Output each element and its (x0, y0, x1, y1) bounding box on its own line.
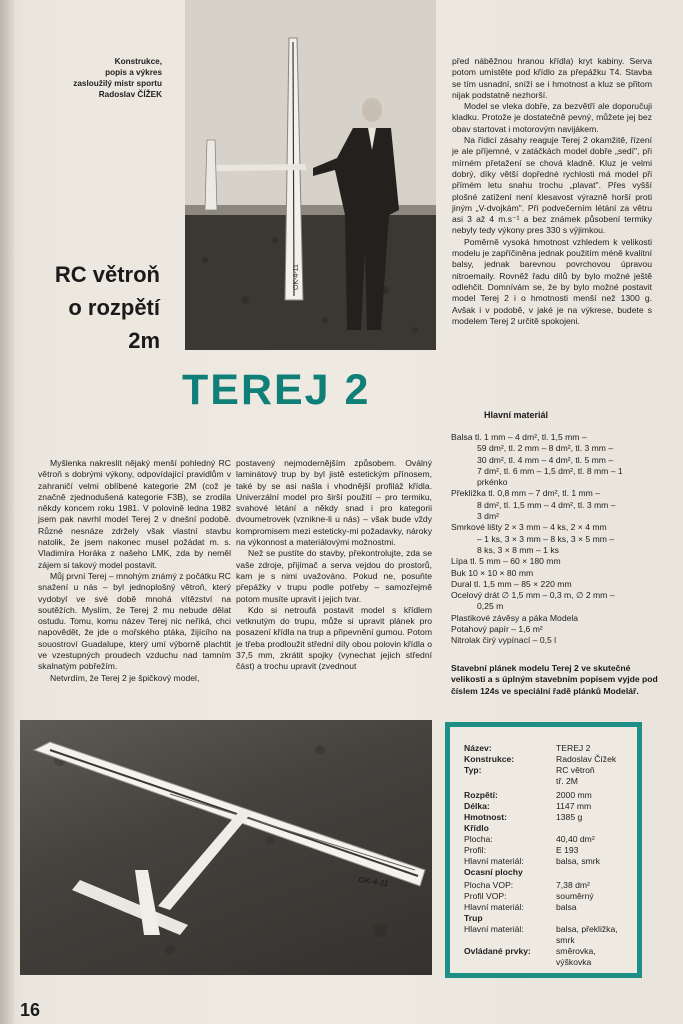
spec-value: RC větroň (556, 765, 595, 775)
paragraph: Na řídicí zásahy reaguje Terej 2 okamžitě, řízení je ale příjemné, v zatáčkách model dobře „sedí", při mírném přetažení se chová kladně. Kluz je velmi dobrý, díky větší dopředné rychlosti má model při přímém letu snahu trochu „plavat". Přes vyšší plošné zatížení není klesavost výrazně horší proti jiným „V-dvojkám". Při podvečerním létání za větru asi 3 až 4 m.s⁻¹ a bez známek působení termiky nebyly tedy výkony pres 330 s výjimkou. (452, 135, 652, 236)
spec-key: Hlavní materiál: (464, 856, 524, 866)
headline-line: o rozpětí (68, 295, 160, 320)
spec-value: balsa, překližka, (556, 924, 618, 934)
spec-row (464, 891, 594, 902)
spec-value: souměrný (556, 891, 594, 901)
headline-line: RC větroň (54, 262, 160, 287)
page-gutter (0, 0, 14, 1024)
materials-line: 0,25 m (477, 601, 504, 612)
materials-line: Buk 10 × 10 × 80 mm (451, 567, 534, 578)
materials-line: Smrkové lišty 2 × 3 mm – 4 ks, 2 × 4 mm (451, 522, 607, 533)
spec-key: Křídlo (464, 823, 489, 833)
credit-line: popis a výkres (105, 68, 162, 77)
spec-row (464, 957, 591, 968)
spec-key: Konstrukce: (464, 754, 515, 764)
spec-key: Název: (464, 743, 492, 753)
paragraph: Než se pustíte do stavby, překontrolujte, zda se vaše zdroje, přijímač a serva vejdou do prostorů, kam je s nimi uvažováno. Pokud ne, posuňte přepážky v trupu podle potřeby – samozřejmě potom musíte upravit i jejich tvar. (236, 548, 432, 604)
text-column-middle (236, 458, 432, 673)
spec-row (464, 856, 600, 867)
paragraph: Netvrdím, že Terej 2 je špičkový model, (50, 672, 200, 683)
spec-value: 1385 g (556, 812, 583, 822)
credit-author: Radoslav ČÍŽEK (98, 90, 162, 99)
specifications-box (445, 722, 642, 978)
spec-key: Profil VOP: (464, 891, 507, 901)
spec-key: Délka: (464, 801, 490, 811)
paragraph: Myšlenka nakreslit nějaký menší pohledný RC větroň s dobrými výkony, odpovídající pravidlům v zahraničí velmi oblíbené kategorie 2M (což je značně zjednodušená kategorie F3B), se zrodila někdy koncem roku 1981. V polovině ledna 1982 jsem pak navrhl model Terej 2 v dnešní podobě. Různé nesnáze zdržely však vlastní stavbu natolik, že jsem nakonec musel požádat m. s. Vladimíra Horáka z našeho LMK, zda by neměl zájem si takový model postavit. (38, 458, 231, 570)
spec-key: Plocha VOP: (464, 880, 514, 890)
photo-illustration (185, 0, 436, 350)
spec-row (464, 845, 578, 856)
spec-key: Typ: (464, 765, 482, 775)
spec-row (464, 946, 596, 957)
materials-line: 3 dm² (477, 511, 499, 522)
paragraph: před náběžnou hranou křídla) kryt kabiny. Serva potom umístěte pod křídlo za přepážku T4. Stavba se tím usnadní, sníží se i hmotnost a kluz se přitom nijak podstatně nezhorší. (452, 56, 652, 100)
spec-row (464, 776, 578, 787)
materials-line: Nitrolak čirý vypínací – 0,5 l (451, 635, 557, 646)
spec-key: Trup (464, 913, 483, 923)
materials-line: prkénko (477, 477, 508, 488)
photo-wing-marking: OK-4-11 (293, 264, 300, 290)
materials-line: Ocelový drát ∅ 1,5 mm – 0,3 m, ∅ 2 mm – (451, 590, 615, 601)
materials-line: Balsa tl. 1 mm – 4 dm², tl. 1,5 mm – (451, 432, 587, 442)
article-title: TEREJ 2 (182, 366, 371, 414)
spec-key: Ovládané prvky: (464, 946, 531, 956)
materials-line: – 1 ks, 3 × 3 mm – 8 ks, 3 × 5 mm – (477, 533, 615, 544)
materials-line: Potahový papír – 1,6 m² (451, 624, 543, 635)
page-number: 16 (20, 1000, 41, 1020)
materials-line: Překližka tl. 0,8 mm – 7 dm², tl. 1 mm – (451, 488, 600, 499)
materials-line: 8 ks, 3 × 8 mm – 1 ks (477, 544, 559, 555)
spec-key: Profil: (464, 845, 486, 855)
spec-row (464, 880, 590, 891)
text-column-right (452, 56, 652, 327)
photo-man-with-glider (185, 0, 436, 350)
credit-line: Konstrukce, (114, 57, 162, 66)
spec-row (464, 765, 595, 776)
spec-row (464, 834, 595, 845)
spec-value: TEREJ 2 (556, 743, 591, 753)
spec-value: 1147 mm (556, 801, 592, 811)
spec-key: Hlavní materiál: (464, 902, 524, 912)
spec-value: E 193 (556, 845, 579, 855)
spec-value: 2000 mm (556, 790, 592, 800)
spec-value: směrovka, (556, 946, 596, 956)
photo-glider-on-ground (20, 720, 432, 975)
spec-value: balsa (556, 902, 577, 912)
spec-value: 7,38 dm² (556, 880, 590, 890)
spec-key: Plocha: (464, 834, 493, 844)
spec-key: Hmotnost: (464, 812, 507, 822)
spec-row (464, 924, 618, 935)
spec-value: 40,40 dm² (556, 834, 595, 844)
photo-wing-marking: OK-4-11 (357, 875, 389, 889)
headline-line: 2m (128, 328, 160, 353)
materials-line: Dural tl. 1,5 mm – 85 × 220 mm (451, 578, 572, 589)
materials-line: 30 dm², tl. 4 mm – 4 dm², tl. 5 mm – (477, 454, 614, 465)
materials-heading: Hlavní materiál (484, 410, 549, 420)
credit-line: zasloužilý mistr sportu (73, 79, 162, 88)
spec-row (464, 801, 591, 812)
materials-line: Lípa tl. 5 mm – 60 × 180 mm (451, 556, 561, 567)
spec-key: Rozpětí: (464, 790, 498, 800)
spec-key: Ocasní plochy (464, 867, 523, 877)
spec-row (464, 913, 556, 924)
spec-value: výškovka (556, 957, 592, 967)
materials-line: Plastikové závěsy a páka Modela (451, 612, 579, 623)
materials-list (451, 432, 661, 647)
spec-value: tř. 2M (556, 776, 578, 786)
plan-notice: Stavební plánek modelu Terej 2 ve skutečné velikosti a s úplným stavebním popisem vyjde pod číslem 124s ve speciální řadě plánků Modelář. (451, 663, 658, 696)
spec-row (464, 902, 577, 913)
spec-row (464, 823, 556, 834)
text-column-left (38, 458, 231, 684)
spec-row (464, 935, 575, 946)
author-credit (40, 56, 162, 100)
spec-row (464, 743, 590, 754)
paragraph: Model se vleka dobře, za bezvětří ale doporučuji kladku. Protože je dostatečně pevný, můžete jej bez obav startovat i motorovým navijákem. (452, 101, 652, 134)
spec-value: balsa, smrk (556, 856, 600, 866)
spec-key: Hlavní materiál: (464, 924, 524, 934)
materials-line: 7 dm², tl. 6 mm – 1,5 dm², tl. 8 mm – 1 (477, 465, 623, 476)
paragraph: postavený nejmodernějším způsobem. Oválný laminátový trup by byl jistě estetickým přínosem, také by se asi našla i vhodnější profiláž křídla. Univerzální model pro širší použití – pro termiku, svahové létání a někdy snad i pro kategorii dvoumetrovek (vznikne-li u nás) – však bude vždy kompromisem mezi esteticky-mi požadavky, nároky na výkonnost a materiálovými možnostmi. (236, 458, 432, 548)
article-headline (20, 258, 160, 357)
paragraph: Kdo si netroufá postavit model s křídlem vetknutým do trupu, může si upravit plánek pro posazení křídla na trup a připevnění gumou. Potom je třeba prodloužit střední díly obou polovin křídla o 37,5 mm, zkrátit spojky (vynechat jejich střední část) a trochu upravit (zvednout (236, 604, 432, 672)
paragraph: Poměrně vysoká hmotnost vzhledem k velikosti modelu je zapříčiněna jednak použitím méně kvalitní balsy, jednak barevnou povrchovou úpravou nitroemaily. Rovněž řadu dílů by bylo možné ještě odlehčit. Domnívám se, že by bylo možné postavit model Terej 2 i o hmotnosti menší než 1300 g. Avšak i v podobě, v jaké je na výkrese, budete s modelem Terej 2 určitě spokojeni. (452, 236, 652, 326)
spec-row (464, 754, 616, 765)
materials-line: 59 dm², tl. 2 mm – 8 dm², tl. 3 mm – (477, 443, 614, 454)
spec-value: smrk (556, 935, 575, 945)
spec-row (464, 790, 592, 801)
glider-illustration (20, 720, 432, 975)
materials-line: 8 dm², tl. 1,5 mm – 4 dm², tl. 3 mm – (477, 499, 616, 510)
spec-row (464, 867, 556, 878)
spec-row (464, 812, 582, 823)
spec-value: Radoslav Čížek (556, 754, 617, 764)
paragraph: Můj první Terej – mnohým známý z počátku RC snažení u nás – byl jednoplošný větroň, který vydobyl ve své době mnohá vítězství na soutěžích. Myslím, že Terej 2 mu nebude dělat ostudu. Tomu, komu název Terej nic neříká, chci napovědět, že jde o mořského ptáka, žijícího na souostroví Guadalupe, který umí výborně plachtit ve vzestupných proudech vzduchu nad tamním skalnatým pobřežím. (38, 570, 231, 672)
